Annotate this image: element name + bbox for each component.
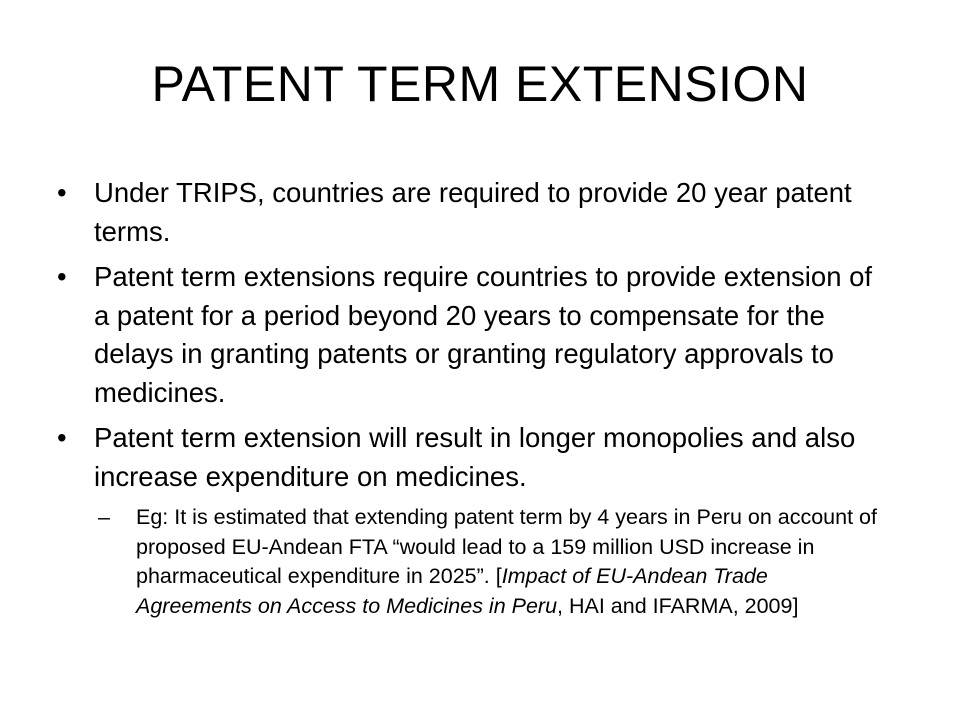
bullet-marker: • — [57, 261, 67, 292]
sub-bullet-text — [136, 503, 887, 621]
bullet-item-1 — [57, 174, 887, 251]
bullet-text: Patent term extension will result in longer monopolies and also increase expenditure on medicines. — [94, 422, 856, 492]
sub-bullet-item — [98, 503, 887, 621]
bullet-text: Patent term extensions require countries to provide extension of a patent for a period beyond 20 years to compensate for the delays in granting patents or granting regulatory approvals to medicines. — [94, 261, 873, 408]
citation-rest: , HAI and IFARMA, 2009] — [557, 593, 799, 618]
sub-bullet-main-text: Eg: It is estimated that extending patent term by 4 years in Peru on account of proposed EU-Andean FTA “would lead to a 159 million USD increase in pharmaceutical expenditure in 2025”. [ — [136, 505, 877, 588]
bullet-marker: • — [57, 422, 67, 453]
citation-title: Impact of EU-Andean Trade Agreements on Access to Medicines in Peru — [136, 564, 768, 618]
bullet-marker: • — [57, 177, 67, 208]
sub-bullet-marker: – — [98, 505, 110, 529]
slide-body — [57, 174, 887, 621]
bullet-item-2 — [57, 258, 887, 412]
bullet-item-3 — [57, 419, 887, 496]
slide-title: PATENT TERM EXTENSION — [151, 56, 809, 112]
bullet-text: Under TRIPS, countries are required to provide 20 year patent terms. — [94, 177, 852, 247]
